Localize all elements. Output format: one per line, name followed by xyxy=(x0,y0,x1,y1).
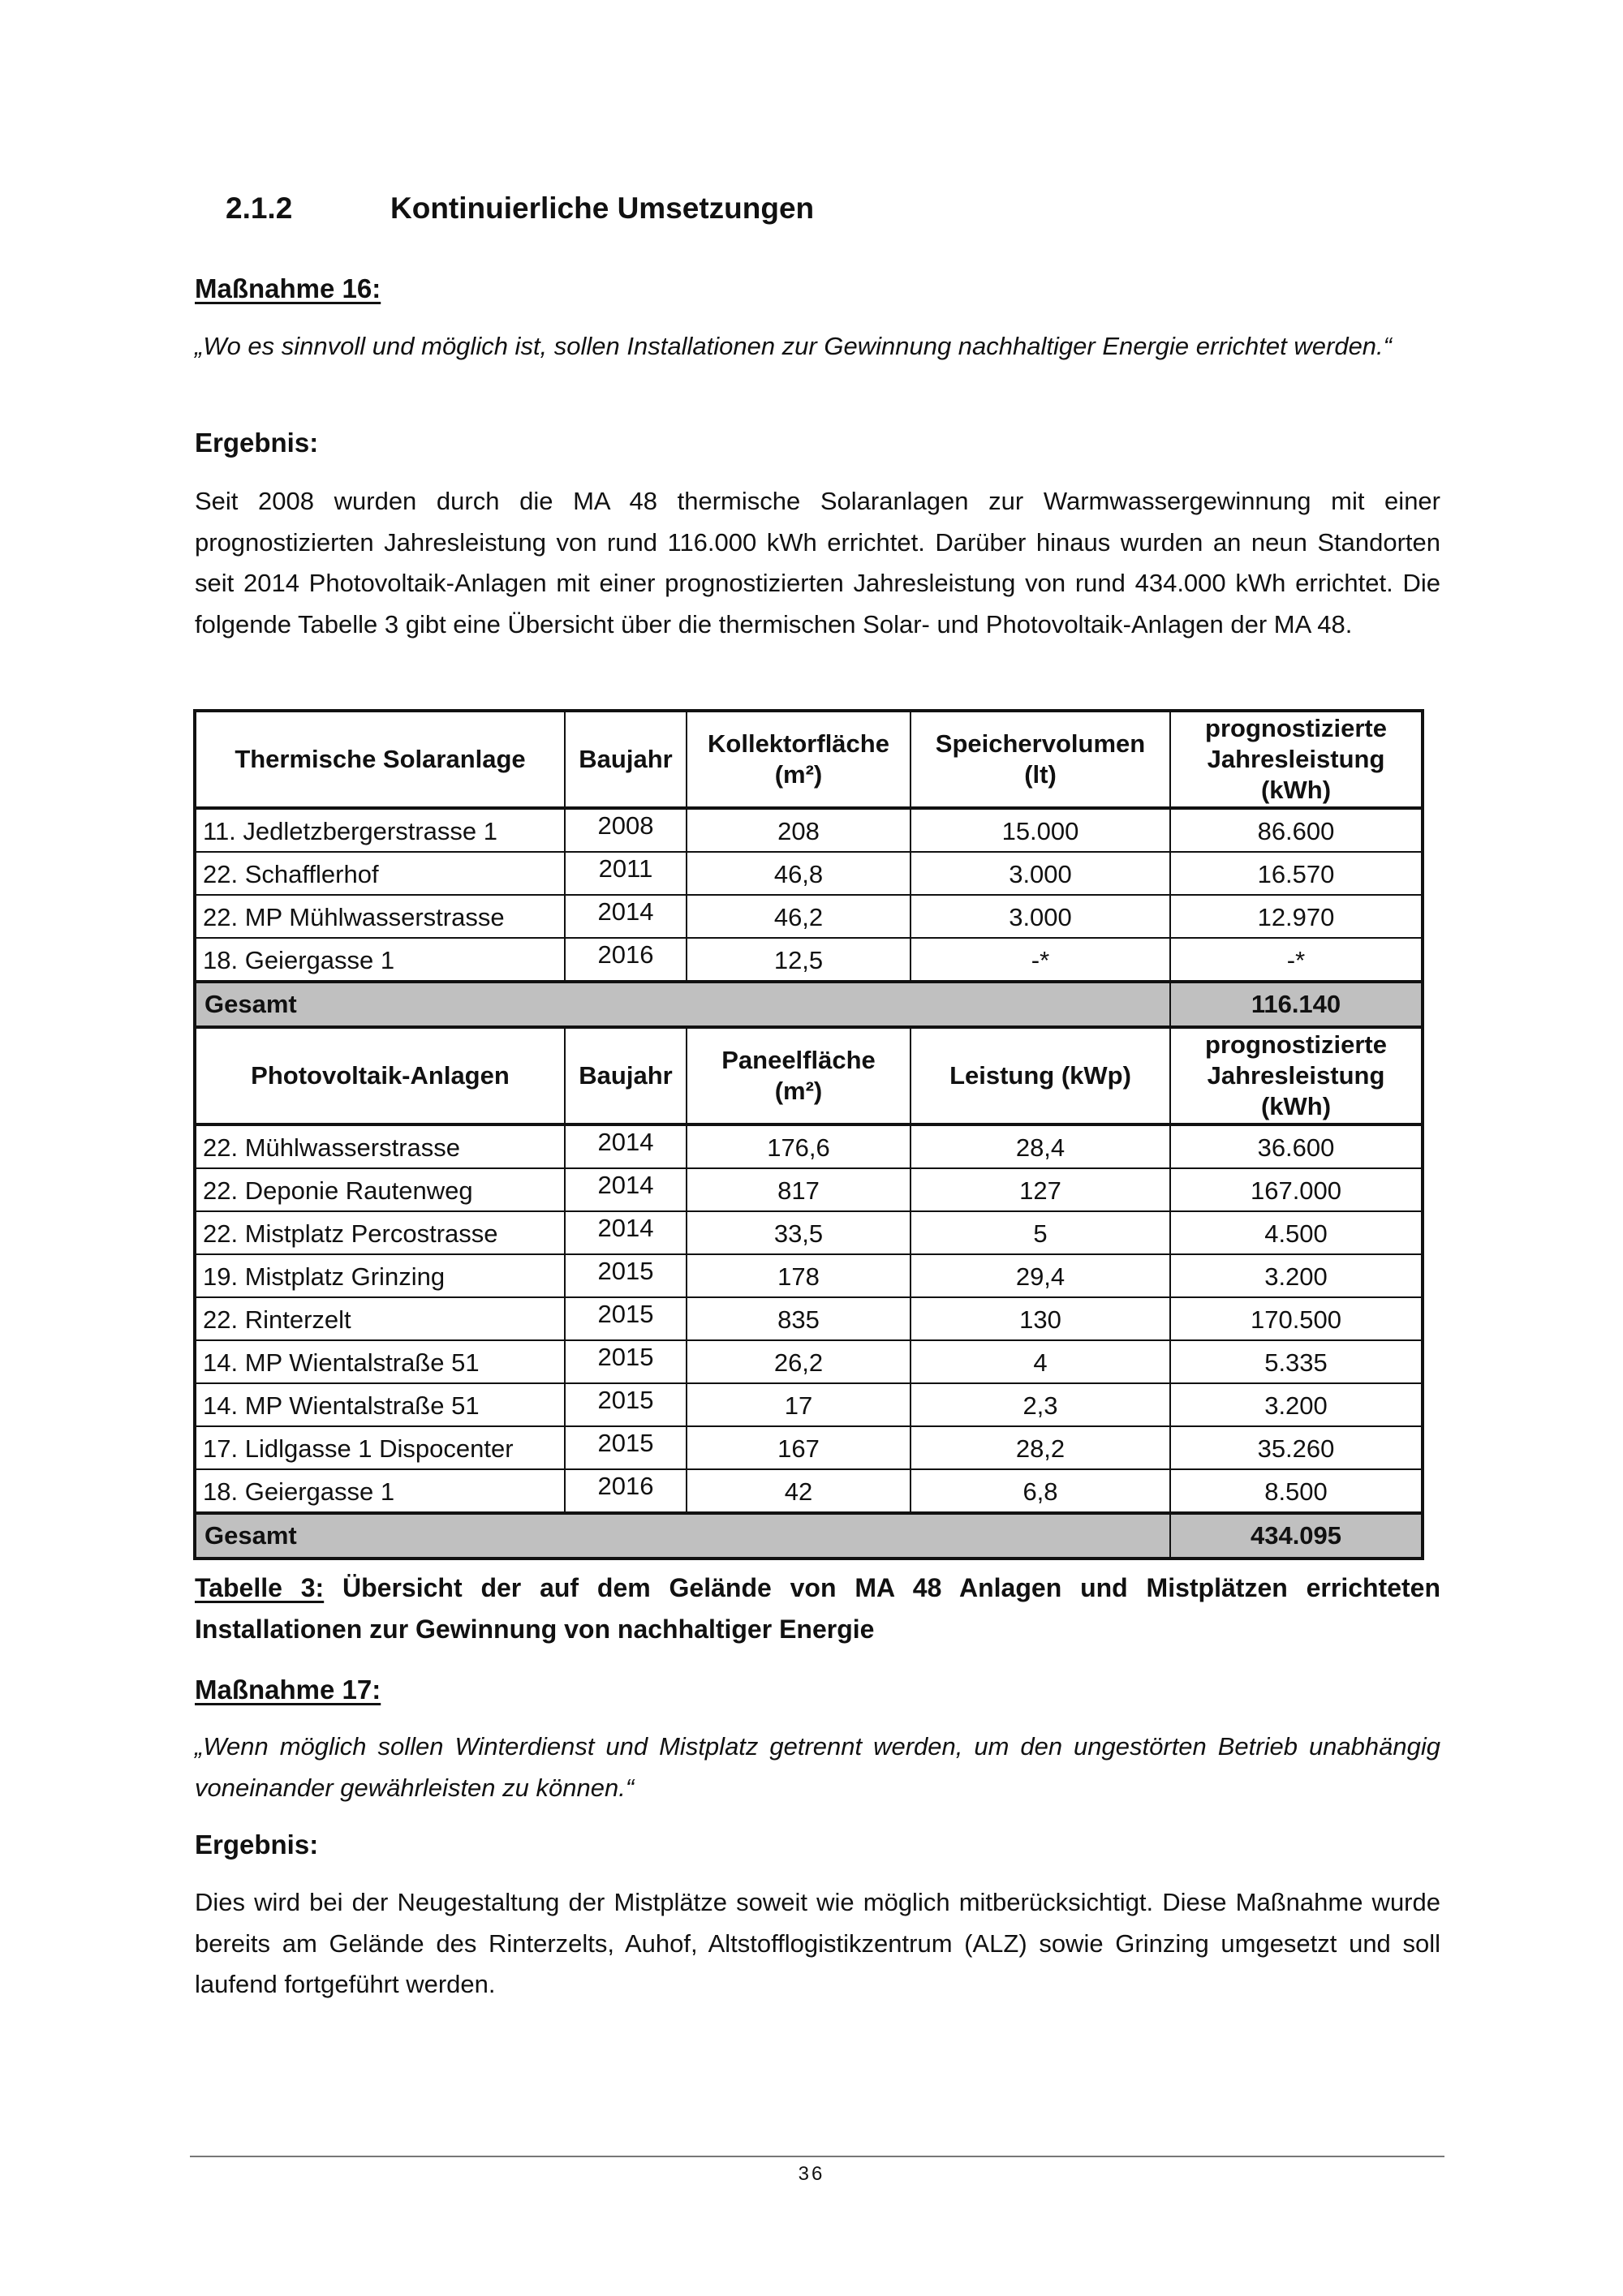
year-cell: 2011 xyxy=(565,852,687,895)
total-label: Gesamt xyxy=(195,982,1170,1027)
column-header: Baujahr xyxy=(565,1027,687,1124)
annual-yield-cell: 36.600 xyxy=(1170,1124,1423,1168)
area-cell: 46,2 xyxy=(687,895,911,938)
table-row xyxy=(195,1426,1423,1469)
annual-yield-cell: 5.335 xyxy=(1170,1340,1423,1383)
measure-16-quote: „Wo es sinnvoll und möglich ist, sollen Installationen zur Gewinnung nachhaltiger Energie errichtet werden.“ xyxy=(195,332,1392,360)
location-cell: 19. Mistplatz Grinzing xyxy=(195,1254,565,1297)
footer-divider xyxy=(190,2156,1444,2157)
column-header: Thermische Solaranlage xyxy=(195,711,565,808)
value-cell: 3.000 xyxy=(911,895,1170,938)
area-cell: 817 xyxy=(687,1168,911,1211)
value-cell: 4 xyxy=(911,1340,1170,1383)
column-header: Paneelfläche (m²) xyxy=(687,1027,911,1124)
annual-yield-cell: 3.200 xyxy=(1170,1383,1423,1426)
year-cell: 2014 xyxy=(565,1211,687,1254)
value-cell: 2,3 xyxy=(911,1383,1170,1426)
year-cell: 2015 xyxy=(565,1383,687,1426)
area-cell: 33,5 xyxy=(687,1211,911,1254)
location-cell: 22. MP Mühlwasserstrasse xyxy=(195,895,565,938)
column-header: prognostizierte Jahresleistung (kWh) xyxy=(1170,711,1423,808)
value-cell: 6,8 xyxy=(911,1469,1170,1513)
area-cell: 26,2 xyxy=(687,1340,911,1383)
total-row xyxy=(195,1513,1423,1559)
annual-yield-cell: 4.500 xyxy=(1170,1211,1423,1254)
total-row xyxy=(195,982,1423,1027)
annual-yield-cell: 86.600 xyxy=(1170,808,1423,852)
measure-17-result-label: Ergebnis: xyxy=(195,1829,319,1860)
value-cell: 28,2 xyxy=(911,1426,1170,1469)
total-value: 434.095 xyxy=(1170,1513,1423,1559)
table-row xyxy=(195,1168,1423,1211)
table-row xyxy=(195,1469,1423,1513)
area-cell: 46,8 xyxy=(687,852,911,895)
section-title: Kontinuierliche Umsetzungen xyxy=(390,191,815,225)
table-caption xyxy=(195,1567,1440,1650)
column-header: Kollektorfläche (m²) xyxy=(687,711,911,808)
page-number: 36 xyxy=(798,2163,825,2185)
table-row xyxy=(195,1340,1423,1383)
table-row xyxy=(195,895,1423,938)
location-cell: 22. Mistplatz Percostrasse xyxy=(195,1211,565,1254)
caption-text: Übersicht der auf dem Gelände von MA 48 Anlagen und Mistplätzen errichteten Installationen zur Gewinnung von nachhaltiger Energie xyxy=(195,1573,1441,1644)
value-cell: 29,4 xyxy=(911,1254,1170,1297)
annual-yield-cell: 8.500 xyxy=(1170,1469,1423,1513)
area-cell: 835 xyxy=(687,1297,911,1340)
measure-17-result-text: Dies wird bei der Neugestaltung der Mistplätze soweit wie möglich mitberücksichtigt. Diese Maßnahme wurde bereits am Gelände des Rinterzelts, Auhof, Altstofflogistikzentrum (ALZ) sowie Grinzing umgesetzt und soll laufend fortgeführt werden. xyxy=(195,1888,1440,1998)
year-cell: 2015 xyxy=(565,1340,687,1383)
location-cell: 17. Lidlgasse 1 Dispocenter xyxy=(195,1426,565,1469)
table-row xyxy=(195,1383,1423,1426)
column-header: prognostizierte Jahresleistung (kWh) xyxy=(1170,1027,1423,1124)
area-cell: 167 xyxy=(687,1426,911,1469)
location-cell: 22. Rinterzelt xyxy=(195,1297,565,1340)
value-cell: -* xyxy=(911,938,1170,982)
area-cell: 178 xyxy=(687,1254,911,1297)
location-cell: 18. Geiergasse 1 xyxy=(195,938,565,982)
annual-yield-cell: 16.570 xyxy=(1170,852,1423,895)
column-header: Leistung (kWp) xyxy=(911,1027,1170,1124)
installations-table xyxy=(193,709,1424,1560)
annual-yield-cell: 170.500 xyxy=(1170,1297,1423,1340)
column-header: Photovoltaik-Anlagen xyxy=(195,1027,565,1124)
annual-yield-cell: 35.260 xyxy=(1170,1426,1423,1469)
measure-16-result-text: Seit 2008 wurden durch die MA 48 thermische Solaranlagen zur Warmwassergewinnung mit einer prognostizierten Jahresleistung von rund 116.000 kWh errichtet. Darüber hinaus wurden an neun Standorten seit 2014 Photovoltaik-Anlagen mit einer prognostizierten Jahresleistung von rund 434.000 kWh errichtet. Die folgende Tabelle 3 gibt eine Übersicht über die thermischen Solar- und Photovoltaik-Anlagen der MA 48. xyxy=(195,487,1440,638)
column-header: Baujahr xyxy=(565,711,687,808)
year-cell: 2015 xyxy=(565,1426,687,1469)
value-cell: 5 xyxy=(911,1211,1170,1254)
year-cell: 2015 xyxy=(565,1297,687,1340)
area-cell: 176,6 xyxy=(687,1124,911,1168)
annual-yield-cell: 167.000 xyxy=(1170,1168,1423,1211)
table-row xyxy=(195,1211,1423,1254)
location-cell: 14. MP Wientalstraße 51 xyxy=(195,1340,565,1383)
measure-16-heading: Maßnahme 16: xyxy=(195,273,381,303)
year-cell: 2015 xyxy=(565,1254,687,1297)
table-row xyxy=(195,1297,1423,1340)
thermal-header-row xyxy=(195,711,1423,808)
value-cell: 28,4 xyxy=(911,1124,1170,1168)
value-cell: 130 xyxy=(911,1297,1170,1340)
year-cell: 2014 xyxy=(565,1124,687,1168)
table-row xyxy=(195,852,1423,895)
pv-header-row xyxy=(195,1027,1423,1124)
annual-yield-cell: 12.970 xyxy=(1170,895,1423,938)
section-number: 2.1.2 xyxy=(226,191,293,225)
location-cell: 22. Mühlwasserstrasse xyxy=(195,1124,565,1168)
annual-yield-cell: 3.200 xyxy=(1170,1254,1423,1297)
value-cell: 3.000 xyxy=(911,852,1170,895)
column-header: Speichervolumen (lt) xyxy=(911,711,1170,808)
table-row xyxy=(195,938,1423,982)
location-cell: 18. Geiergasse 1 xyxy=(195,1469,565,1513)
area-cell: 208 xyxy=(687,808,911,852)
year-cell: 2008 xyxy=(565,808,687,852)
table-row xyxy=(195,1124,1423,1168)
measure-17-heading: Maßnahme 17: xyxy=(195,1675,381,1705)
year-cell: 2014 xyxy=(565,1168,687,1211)
total-label: Gesamt xyxy=(195,1513,1170,1559)
table-row xyxy=(195,1254,1423,1297)
year-cell: 2016 xyxy=(565,938,687,982)
value-cell: 15.000 xyxy=(911,808,1170,852)
annual-yield-cell: -* xyxy=(1170,938,1423,982)
measure-16-result-label: Ergebnis: xyxy=(195,428,319,458)
measure-17-quote: „Wenn möglich sollen Winterdienst und Mistplatz getrennt werden, um den ungestörten Betrieb unabhängig voneinander gewährleisten zu können.“ xyxy=(195,1732,1440,1802)
area-cell: 42 xyxy=(687,1469,911,1513)
total-value: 116.140 xyxy=(1170,982,1423,1027)
caption-label: Tabelle 3: xyxy=(195,1573,325,1602)
year-cell: 2014 xyxy=(565,895,687,938)
location-cell: 22. Schafflerhof xyxy=(195,852,565,895)
thermal-section xyxy=(195,711,1423,1027)
location-cell: 11. Jedletzbergerstrasse 1 xyxy=(195,808,565,852)
area-cell: 12,5 xyxy=(687,938,911,982)
location-cell: 14. MP Wientalstraße 51 xyxy=(195,1383,565,1426)
pv-section xyxy=(195,1027,1423,1559)
area-cell: 17 xyxy=(687,1383,911,1426)
location-cell: 22. Deponie Rautenweg xyxy=(195,1168,565,1211)
table-row xyxy=(195,808,1423,852)
value-cell: 127 xyxy=(911,1168,1170,1211)
year-cell: 2016 xyxy=(565,1469,687,1513)
